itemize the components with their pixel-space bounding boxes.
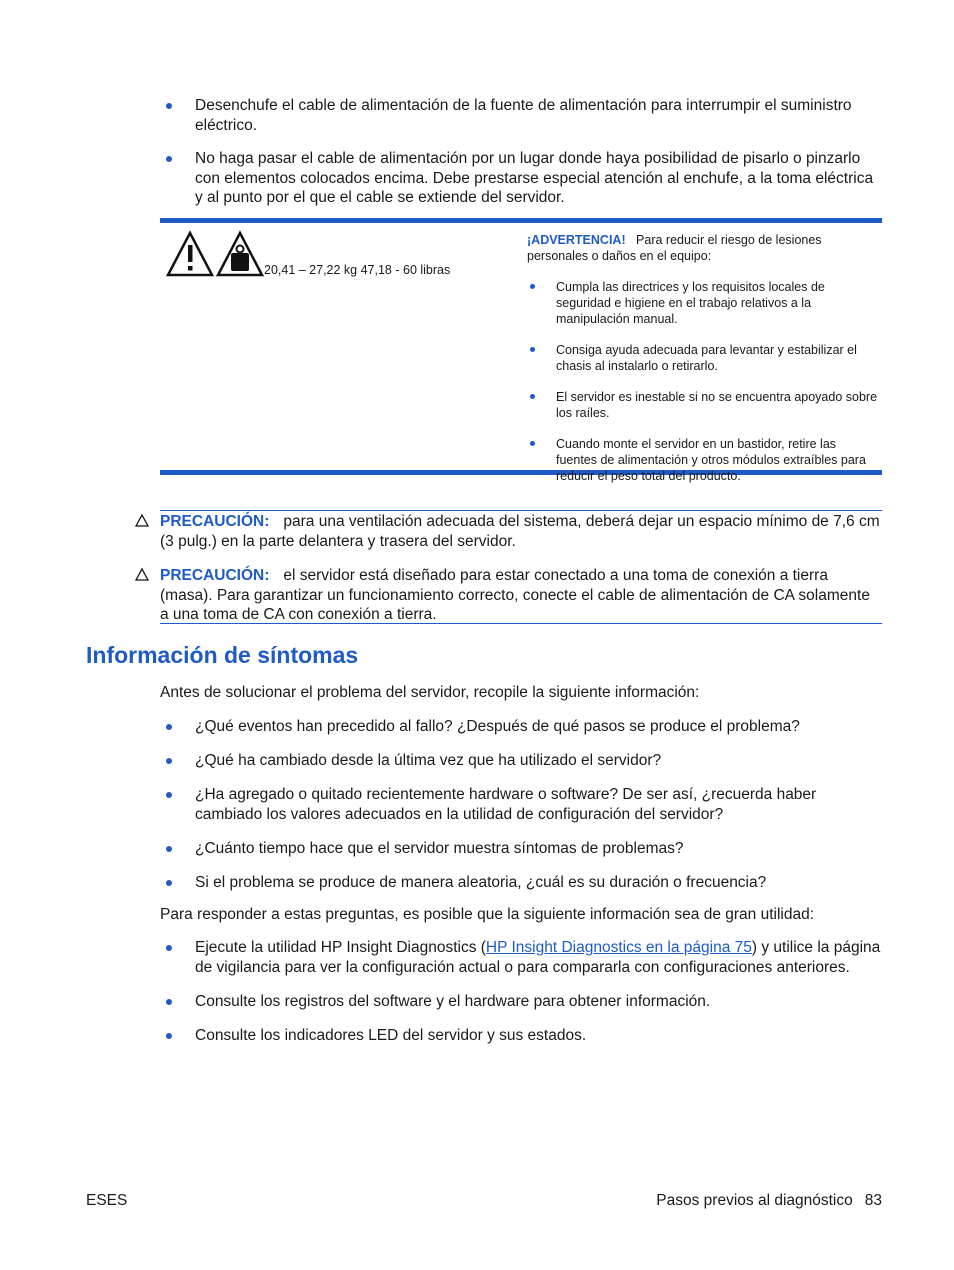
footer-section: Pasos previos al diagnóstico <box>656 1192 853 1209</box>
list-item: ¿Cuánto tiempo hace que el servidor muestra síntomas de problemas? <box>160 839 882 859</box>
warning-intro <box>527 232 879 264</box>
diagnostics-link[interactable]: HP Insight Diagnostics en la página 75 <box>485 939 752 956</box>
list-item <box>160 938 882 977</box>
caution-text: para una ventilación adecuada del sistema, deberá dejar un espacio mínimo de 7,6 cm (3 pulg.) en la parte delantera y trasera del servidor. <box>160 513 880 550</box>
hazard-weight-icon <box>166 230 266 278</box>
warning-list <box>527 279 879 484</box>
tip-text: Ejecute la utilidad HP Insight Diagnostics ( <box>195 939 486 956</box>
warning-box <box>160 218 882 483</box>
list-item: ¿Ha agregado o quitado recientemente hardware o software? De ser así, ¿recuerda haber cambiado los valores adecuados en la utilidad de configuración del servidor? <box>160 785 882 824</box>
list-item: Consiga ayuda adecuada para levantar y estabilizar el chasis al instalarlo o retirarlo. <box>527 342 879 374</box>
footer-right <box>656 1192 882 1210</box>
tips-list <box>160 938 882 1045</box>
list-item: Consulte los registros del software y el hardware para obtener información. <box>160 992 882 1012</box>
list-item: Consulte los indicadores LED del servidor y sus estados. <box>160 1026 882 1046</box>
list-item: Desenchufe el cable de alimentación de la fuente de alimentación para interrumpir el suministro eléctrico. <box>160 96 882 135</box>
question-list <box>160 717 882 892</box>
tip-text: ) y utilice la página de vigilancia para ver la configuración actual o para compararla con configuraciones anteriores. <box>195 939 881 976</box>
answer-intro-paragraph: Para responder a estas preguntas, es posible que la siguiente información sea de gran utilidad: <box>160 906 814 923</box>
warning-intro-text: Para reducir el riesgo de lesiones personales o daños en el equipo: <box>527 233 822 263</box>
top-bullet-list <box>160 96 882 208</box>
caution-icon <box>135 568 149 581</box>
caution-text: el servidor está diseñado para estar conectado a una toma de conexión a tierra (masa). Para garantizar un funcionamiento correcto, conecte el cable de alimentación de CA solamente a una toma de CA con conexión a tierra. <box>160 567 870 623</box>
weight-label: 20,41 – 27,22 kg 47,18 - 60 libras <box>264 263 451 277</box>
warning-icons <box>166 230 266 283</box>
caution-2 <box>160 566 882 625</box>
list-item: Cuando monte el servidor en un bastidor, retire las fuentes de alimentación y otros módulos extraíbles para reducir el peso total del producto. <box>527 436 879 484</box>
list-item: El servidor es inestable si no se encuentra apoyado sobre los raíles. <box>527 389 879 421</box>
caution-label: PRECAUCIÓN: <box>160 513 270 530</box>
footer-locale: ESES <box>86 1192 128 1209</box>
section-title: Información de síntomas <box>86 642 359 668</box>
list-item: ¿Qué ha cambiado desde la última vez que ha utilizado el servidor? <box>160 751 882 771</box>
caution-top-rule <box>160 510 882 511</box>
page-number: 83 <box>864 1192 882 1209</box>
list-item: ¿Qué eventos han precedido al fallo? ¿Después de qué pasos se produce el problema? <box>160 717 882 737</box>
warning-title: ¡ADVERTENCIA! <box>527 233 626 247</box>
caution-1 <box>160 512 882 551</box>
intro-paragraph: Antes de solucionar el problema del servidor, recopile la siguiente información: <box>160 684 700 701</box>
caution-bottom-rule <box>160 623 882 624</box>
list-item: Si el problema se produce de manera aleatoria, ¿cuál es su duración o frecuencia? <box>160 873 882 893</box>
caution-label: PRECAUCIÓN: <box>160 567 270 584</box>
list-item: No haga pasar el cable de alimentación por un lugar donde haya posibilidad de pisarlo o pinzarlo con elementos colocados encima. Debe prestarse especial atención al enchufe, a la toma eléctrica y al punto por el que el cable se extiende del servidor. <box>160 149 882 208</box>
warning-text <box>527 232 879 484</box>
list-item: Cumpla las directrices y los requisitos locales de seguridad e higiene en el trabajo relativos a la manipulación manual. <box>527 279 879 327</box>
caution-icon <box>135 514 149 527</box>
